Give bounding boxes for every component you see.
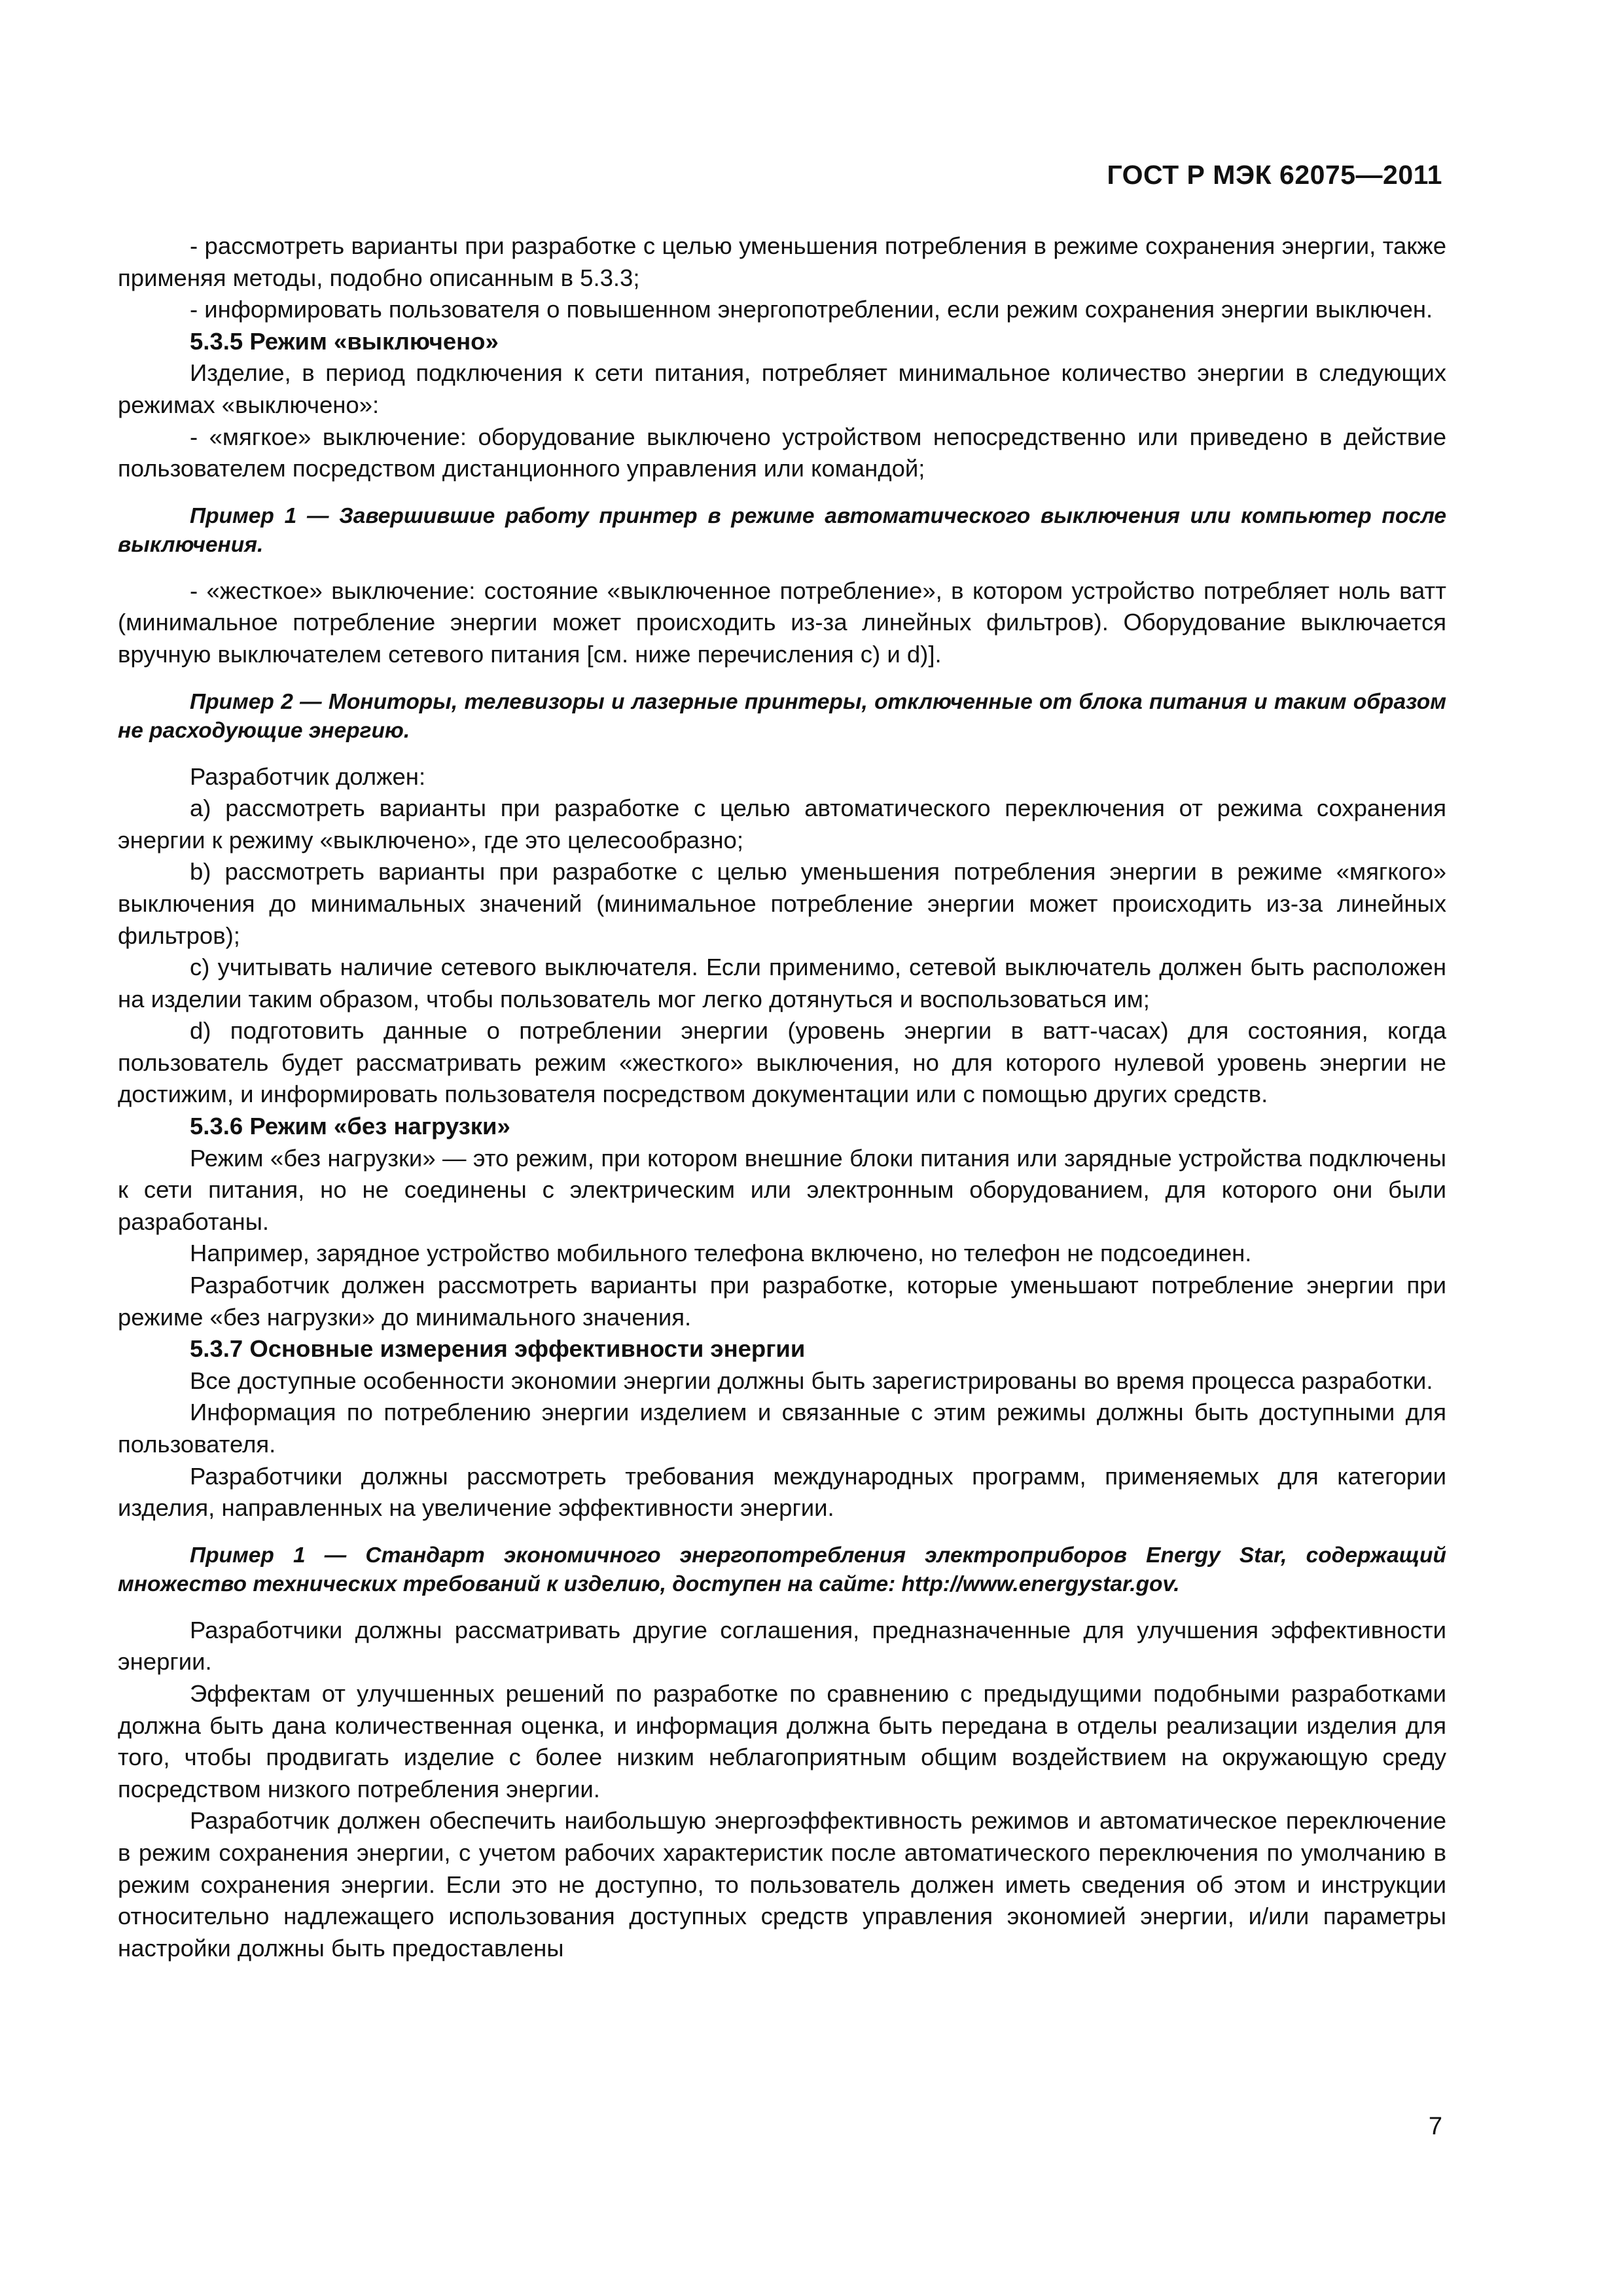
body-paragraph: Изделие, в период подключения к сети питания, потребляет минимальное количество энергии в следующих режимах «выключено»: — [118, 359, 1446, 418]
section-heading: 5.3.7 Основные измерения эффективности энергии — [190, 1335, 806, 1363]
example-note: Пример 1 — Стандарт экономичного энергопотребления электроприборов Energy Star, содержащий множество технических требований к изделию, доступен на сайте: http://www.energystar.gov. — [118, 1543, 1446, 1596]
body-paragraph: - «жесткое» выключение: состояние «выключенное потребление», в котором устройство потребляет ноль ватт (минимальное потребление энергии может происходить из-за линейных фильтров). Оборудование выключается вручную выключателем сетевого питания [см. ниже перечисления c) и d)]. — [118, 577, 1446, 668]
body-paragraph: - рассмотреть варианты при разработке с целью уменьшения потребления в режиме сохранения энергии, также применяя методы, подобно описанным в 5.3.3; — [118, 232, 1446, 291]
standard-code-header: ГОСТ Р МЭК 62075—2011 — [1107, 160, 1442, 190]
body-paragraph: a) рассмотреть варианты при разработке с целью автоматического переключения от режима сохранения энергии к режиму «выключено», где это целесообразно; — [118, 795, 1446, 853]
body-paragraph: Разработчик должен обеспечить наибольшую энергоэффективность режимов и автоматическое переключение в режим сохранения энергии, с учетом рабочих характеристик после автоматического переключения по умолчанию в режим сохранения энергии. Если это не доступно, то пользователь должен иметь сведения об этом и инструкции относительно надлежащего использования доступных средств управления экономией энергии, и/или параметры настройки должны быть предоставлены — [118, 1807, 1446, 1962]
section-heading: 5.3.5 Режим «выключено» — [190, 327, 499, 355]
body-paragraph: Все доступные особенности экономии энергии должны быть зарегистрированы во время процесса разработки. — [190, 1367, 1433, 1394]
body-paragraph: c) учитывать наличие сетевого выключателя. Если применимо, сетевой выключатель должен быть расположен на изделии таким образом, чтобы пользователь мог легко дотянуться и воспользоваться им; — [118, 954, 1446, 1013]
body-paragraph: Разработчик должен рассмотреть варианты при разработке, которые уменьшают потребление энергии при режиме «без нагрузки» до минимального значения. — [118, 1272, 1446, 1331]
example-note: Пример 2 — Мониторы, телевизоры и лазерные принтеры, отключенные от блока питания и таким образом не расходующие энергию. — [118, 689, 1446, 743]
section-heading: 5.3.6 Режим «без нагрузки» — [190, 1113, 510, 1140]
body-paragraph: Разработчик должен: — [190, 762, 426, 790]
document-body — [118, 230, 1446, 1964]
page-number: 7 — [1428, 2113, 1442, 2140]
body-paragraph: Эффектам от улучшенных решений по разработке по сравнению с предыдущими подобными разработками должна быть дана количественная оценка, и информация должна быть передана в отделы реализации изделия для того, чтобы продвигать изделие с более низким неблагоприятным общим воздействием на окружающую среду посредством низкого потребления энергии. — [118, 1679, 1446, 1803]
body-paragraph: - информировать пользователя о повышенном энергопотреблении, если режим сохранения энергии выключен. — [190, 296, 1433, 323]
body-paragraph: Информация по потреблению энергии изделием и связанные с этим режимы должны быть доступными для пользователя. — [118, 1399, 1446, 1458]
body-paragraph: - «мягкое» выключение: оборудование выключено устройством непосредственно или приведено в действие пользователем посредством дистанционного управления или командой; — [118, 423, 1446, 482]
body-paragraph: b) рассмотреть варианты при разработке с целью уменьшения потребления энергии в режиме «мягкого» выключения до минимальных значений (минимальное потребление энергии может происходить из-за линейных фильтров); — [118, 858, 1446, 949]
body-paragraph: Режим «без нагрузки» — это режим, при котором внешние блоки питания или зарядные устройства подключены к сети питания, но не соединены с электрическим или электронным оборудованием, для которого они были разработаны. — [118, 1144, 1446, 1235]
body-paragraph: d) подготовить данные о потреблении энергии (уровень энергии в ватт-часах) для состояния, когда пользователь будет рассматривать режим «жесткого» выключения, но для которого нулевой уровень энергии не достижим, и информировать пользователя посредством документации или с помощью других средств. — [118, 1017, 1446, 1108]
example-note: Пример 1 — Завершившие работу принтер в режиме автоматического выключения или компьютер после выключения. — [118, 503, 1446, 557]
body-paragraph: Разработчики должны рассматривать другие соглашения, предназначенные для улучшения эффективности энергии. — [118, 1616, 1446, 1676]
body-paragraph: Разработчики должны рассмотреть требования международных программ, применяемых для категории изделия, направленных на увеличение эффективности энергии. — [118, 1462, 1446, 1522]
body-paragraph: Например, зарядное устройство мобильного телефона включено, но телефон не подсоединен. — [190, 1240, 1252, 1267]
